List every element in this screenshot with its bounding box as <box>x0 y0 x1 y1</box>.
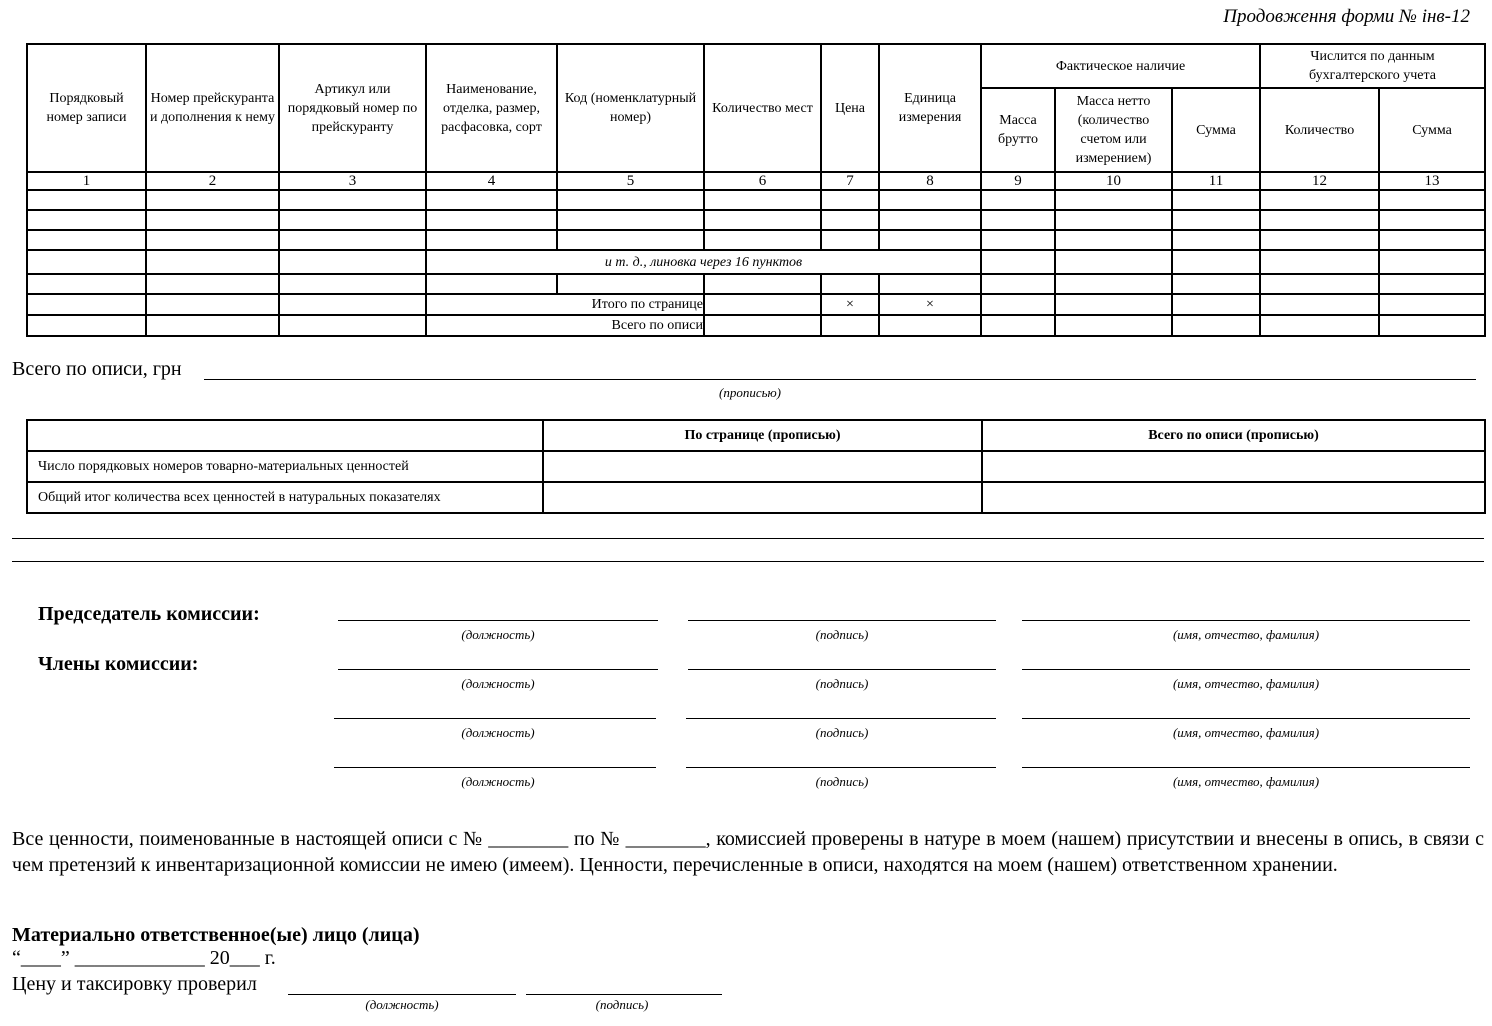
header-accounting-group: Числится по данным бухгалтерского учета <box>1260 44 1485 88</box>
col-number: 3 <box>279 172 426 190</box>
col-number: 10 <box>1055 172 1172 190</box>
count-table <box>26 419 1486 514</box>
members-label: Члены комиссии: <box>38 653 199 675</box>
count-header-empty <box>27 420 543 451</box>
position-field[interactable] <box>334 718 656 719</box>
inventory-total-row <box>27 315 1485 336</box>
count-header-page: По странице (прописью) <box>543 420 982 451</box>
table-row <box>27 190 1485 210</box>
caption-signature: (подпись) <box>815 627 869 642</box>
col-number: 2 <box>146 172 279 190</box>
header-code: Код (номенклатурный номер) <box>557 44 704 172</box>
count-header-total: Всего по описи (прописью) <box>982 420 1485 451</box>
col-number: 13 <box>1379 172 1485 190</box>
header-price: Цена <box>821 44 879 172</box>
caption-signature: (подпись) <box>815 725 869 740</box>
name-field[interactable] <box>1022 620 1470 621</box>
blank-line[interactable] <box>12 538 1484 539</box>
col-number: 12 <box>1260 172 1379 190</box>
responsible-persons-label: Материально ответственное(ые) лицо (лица) <box>12 924 420 946</box>
cross-mark: × <box>821 294 879 315</box>
header-record-number: Порядковый номер записи <box>27 44 146 172</box>
col-number: 6 <box>704 172 821 190</box>
caption-position: (должность) <box>461 774 535 789</box>
total-sum-label: Всего по описи, грн <box>12 358 182 380</box>
caption-position: (должность) <box>461 627 535 642</box>
signature-field[interactable] <box>686 718 996 719</box>
col-number: 5 <box>557 172 704 190</box>
col-number: 11 <box>1172 172 1260 190</box>
inventory-table <box>26 43 1486 337</box>
header-acc-sum: Сумма <box>1379 88 1485 172</box>
table-row <box>27 230 1485 250</box>
table-row <box>27 250 1485 274</box>
form-reference: Продовження форми № інв-12 <box>1223 6 1470 27</box>
caption-position: (должность) <box>461 676 535 691</box>
count-cell[interactable] <box>982 482 1485 513</box>
inventory-total-label: Всего по описи <box>426 315 704 336</box>
count-row-label: Число порядковых номеров товарно-материальных ценностей <box>27 451 543 482</box>
name-field[interactable] <box>1022 718 1470 719</box>
caption-name: (имя, отчество, фамилия) <box>1172 627 1320 642</box>
position-field[interactable] <box>338 669 658 670</box>
caption-name: (имя, отчество, фамилия) <box>1172 725 1320 740</box>
caption-position: (должность) <box>365 997 439 1012</box>
checker-position-field[interactable] <box>288 994 516 995</box>
position-field[interactable] <box>334 767 656 768</box>
count-cell[interactable] <box>982 451 1485 482</box>
header-net: Масса нетто (количество счетом или измерением) <box>1055 88 1172 172</box>
col-number: 8 <box>879 172 981 190</box>
page-total-row <box>27 294 1485 315</box>
header-places: Количество мест <box>704 44 821 172</box>
caption-name: (имя, отчество, фамилия) <box>1172 774 1320 789</box>
checker-signature-field[interactable] <box>526 994 722 995</box>
cross-mark: × <box>879 294 981 315</box>
chairman-label: Председатель комиссии: <box>38 603 260 625</box>
page-total-label: Итого по странице <box>426 294 704 315</box>
name-field[interactable] <box>1022 669 1470 670</box>
col-number: 1 <box>27 172 146 190</box>
price-check-label: Цену и таксировку проверил <box>12 973 257 995</box>
header-actual-sum: Сумма <box>1172 88 1260 172</box>
header-gross: Масса брутто <box>981 88 1055 172</box>
blank-line[interactable] <box>12 561 1484 562</box>
caption-signature: (подпись) <box>595 997 649 1012</box>
signature-field[interactable] <box>688 669 996 670</box>
count-cell[interactable] <box>543 482 982 513</box>
table-row <box>27 210 1485 230</box>
header-price-list: Номер прейскуранта и дополнения к нему <box>146 44 279 172</box>
header-article: Артикул или порядковый номер по прейскуранту <box>279 44 426 172</box>
position-field[interactable] <box>338 620 658 621</box>
header-actual-group: Фактическое наличие <box>981 44 1260 88</box>
header-unit: Единица измерения <box>879 44 981 172</box>
ruling-note: и т. д., линовка через 16 пунктов <box>426 250 981 274</box>
statement-paragraph: Все ценности, поименованные в настоящей описи с № ________ по № ________, комиссией проверены в натуре в моем (нашем) присутствии и внесены в опись, в связи с чем претензий к инвентаризационной комиссии не имею (имеем). Ценности, перечисленные в описи, находятся на моем (нашем) ответственном хранении. <box>12 828 1484 876</box>
col-number: 4 <box>426 172 557 190</box>
caption-signature: (подпись) <box>815 774 869 789</box>
header-name: Наименование, отделка, размер, расфасовка, сорт <box>426 44 557 172</box>
header-acc-quantity: Количество <box>1260 88 1379 172</box>
caption-name: (имя, отчество, фамилия) <box>1172 676 1320 691</box>
caption-position: (должность) <box>461 725 535 740</box>
caption-in-words: (прописью) <box>718 385 781 400</box>
signature-field[interactable] <box>686 767 996 768</box>
date-line[interactable]: “____” _____________ 20___ г. <box>12 947 276 969</box>
total-sum-field[interactable] <box>204 379 1476 380</box>
col-number: 9 <box>981 172 1055 190</box>
table-row <box>27 274 1485 294</box>
name-field[interactable] <box>1022 767 1470 768</box>
signature-field[interactable] <box>688 620 996 621</box>
count-cell[interactable] <box>543 451 982 482</box>
count-row-label: Общий итог количества всех ценностей в натуральных показателях <box>27 482 543 513</box>
caption-signature: (подпись) <box>815 676 869 691</box>
col-number: 7 <box>821 172 879 190</box>
